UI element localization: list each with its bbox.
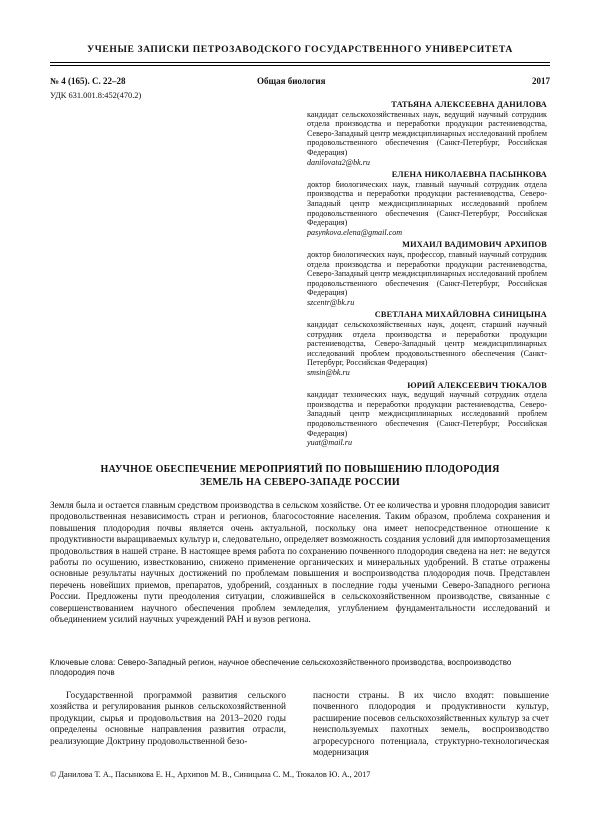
author-entry: [307, 381, 547, 448]
author-affiliation: кандидат сельскохозяйственных наук, доцент, старший научный сотрудник отдела производства и переработки продукции растениеводства, Северо-Западный центр междисциплинарных исследований проблем продовольственного обеспечения (Санкт-Петербург, Российская Федерация): [307, 320, 547, 368]
author-name: ЕЛЕНА НИКОЛАЕВНА ПАСЫНКОВА: [391, 170, 547, 180]
author-affiliation: доктор биологических наук, профессор, главный научный сотрудник отдела производства и переработки продукции растениеводства, Северо-Западный центр междисциплинарных исследований проблем продовольственного обеспечения (Санкт-Петербург, Российская Федерация): [307, 249, 547, 298]
article-title-line: НАУЧНОЕ ОБЕСПЕЧЕНИЕ МЕРОПРИЯТИЙ ПО ПОВЫШЕНИЮ ПЛОДОРОДИЯ: [100, 464, 500, 475]
author-name: ТАТЬЯНА АЛЕКСЕЕВНА ДАНИЛОВА: [391, 100, 547, 109]
author-entry: [307, 100, 547, 167]
author-name: ЮРИЙ АЛЕКСЕЕВИЧ ТЮКАЛОВ: [407, 380, 547, 390]
author-email[interactable]: smsin@bk.ru: [307, 368, 350, 378]
author-email[interactable]: yuat@mail.ru: [307, 438, 352, 448]
article-title: [50, 464, 550, 489]
journal-title: УЧЕНЫЕ ЗАПИСКИ ПЕТРОЗАВОДСКОГО ГОСУДАРСТВЕННОГО УНИВЕРСИТЕТА: [87, 44, 513, 55]
body-column-left: Государственной программой развития сельского хозяйства и регулирования рынков сельскохозяйственной продукции, сырья и продовольствия на 2013–2020 годы определены основные направления развития отрасли, реализующие Доктрину продовольственной безо-: [50, 691, 286, 747]
author-affiliation: кандидат сельскохозяйственных наук, ведущий научный сотрудник отдела производства и переработки продукции растениеводства, Северо-Западный центр междисциплинарных исследований проблем продовольственного обеспечения (Санкт-Петербург, Российская Федерация): [307, 109, 547, 157]
author-email[interactable]: szcentr@bk.ru: [307, 297, 355, 307]
issue-info: № 4 (165). С. 22–28: [50, 76, 126, 86]
author-name: СВЕТЛАНА МИХАЙЛОВНА СИНИЦЫНА: [374, 310, 547, 320]
author-email[interactable]: pasynkova.elena@gmail.com: [307, 227, 403, 237]
abstract-text: Земля была и остается главным средством производства в сельском хозяйстве. От ее количества и уровня плодородия зависит продовольственная независимость стран и регионов, благосостояние населения. Таким образом, проблема сохранения и повышения плодородия почвы является очень актуальной, поскольку она имеет непосредственное отношение к продуктивности выращиваемых культур и, следовательно, определяет возможность создания условий для импортозамещения продовольствия в нашей стране. В настоящее время работа по сохранению почвенного плодородия сведена на нет: не ведутся работы по осушению, известкованию, снижено применение органических и минеральных удобрений. В статье отражены основные результаты научных достижений по проблемам повышения и воспроизводства плодородия почв. Представлен перечень новейших приемов, препаратов, удобрений, созданных в последние годы учеными Северо-Западного региона России. Предложены пути преодоления ситуации, сложившейся в сельскохозяйственном производстве, связанные с совершенствованием научного обеспечения проблем земледелия, углублением фундаментальности исследований и объединением усилий научных учреждений РАН и вузов региона.: [50, 501, 550, 626]
header-rule-bottom: [50, 65, 550, 66]
header-rule-top: [50, 62, 550, 63]
article-title-line: ЗЕМЕЛЬ НА СЕВЕРО-ЗАПАДЕ РОССИИ: [200, 476, 400, 488]
author-email[interactable]: danilovata2@bk.ru: [307, 157, 370, 167]
author-name: МИХАИЛ ВАДИМОВИЧ АРХИПОВ: [402, 240, 547, 250]
author-entry: [307, 310, 547, 377]
copyright-notice: © Данилова Т. А., Пасынкова Е. Н., Архипов М. В., Синицына С. М., Тюкалов Ю. А., 2017: [50, 770, 371, 779]
author-affiliation: доктор биологических наук, главный научный сотрудник отдела производства и переработки продукции растениеводства, Северо-Западный центр междисциплинарных исследований проблем продовольственного обеспечения (Санкт-Петербург, Российская Федерация): [307, 179, 547, 228]
keywords: Ключевые слова: Северо-Западный регион, научное обеспечение сельскохозяйственного производства, воспроизводство плодородия почв: [50, 658, 512, 677]
authors-block: [307, 100, 547, 451]
udk-code: УДК 631.001.8:452(470.2): [50, 91, 142, 100]
issue-year: 2017: [532, 76, 550, 86]
author-entry: [307, 240, 547, 307]
author-affiliation: кандидат технических наук, ведущий научный сотрудник отдела производства и переработки продукции растениеводства, Северо-Западный центр междисциплинарных исследований проблем продовольственного обеспечения (Санкт-Петербург, Российская Федерация): [307, 390, 547, 438]
section-name: Общая биология: [257, 76, 326, 86]
author-entry: [307, 170, 547, 237]
body-column-right: пасности страны. В их число входят: повышение почвенного плодородия и продуктивности культур, расширение посевов сельскохозяйственных культур за счет неиспользуемых пахотных земель, воспроизводство агроресурсного потенциала, структурно-технологическая модернизация: [313, 691, 549, 759]
